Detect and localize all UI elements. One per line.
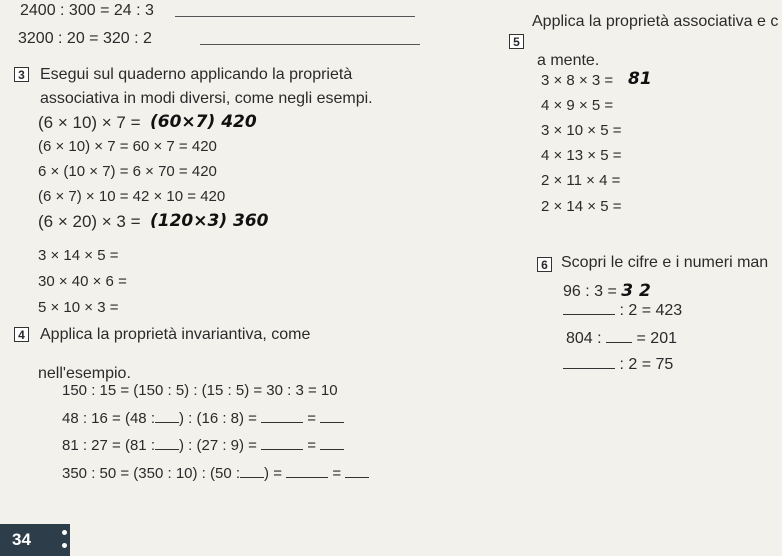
decorative-dot [62, 530, 67, 535]
exercise-5-title: Applica la proprietà associativa e c [532, 13, 779, 30]
page-number [0, 524, 70, 556]
exercise-4-title: nell'esempio. [38, 365, 131, 382]
ex6-row-2: : 2 = 423 [563, 302, 682, 320]
ex6-answer-1: 3 2 [621, 281, 651, 301]
ex5-row-4: 4 × 13 × 5 = [541, 147, 622, 164]
answer-blank[interactable] [563, 356, 615, 369]
ex6-row-1: 96 : 3 = 3 2 [563, 281, 651, 301]
divider [200, 44, 420, 45]
answer-blank[interactable] [345, 465, 369, 478]
answer-blank[interactable] [606, 330, 632, 343]
ex3-row-6: 3 × 14 × 5 = [38, 247, 119, 264]
ex3-row-1: (6 × 10) × 7 = [38, 113, 141, 132]
answer-blank[interactable] [320, 410, 344, 423]
ex3-row-4: (6 × 7) × 10 = 42 × 10 = 420 [38, 188, 226, 205]
ex5-row-5: 2 × 11 × 4 = [541, 172, 621, 189]
exercise-5-number: 5 [509, 34, 524, 49]
ex6-row-3: 804 : = 201 [566, 330, 677, 347]
ex3-answer-1: (60×7) 420 [150, 112, 257, 132]
ex5-row-2: 4 × 9 × 5 = [541, 97, 614, 114]
divider [175, 16, 415, 17]
ex4-row-1: 48 : 16 = (48 : ) : (16 : 8) = = [62, 410, 344, 428]
exercise-5-title: a mente. [537, 52, 600, 69]
ex3-answer-5: (120×3) 360 [150, 211, 269, 231]
ex3-row-8: 5 × 10 × 3 = [38, 299, 119, 316]
answer-blank[interactable] [320, 437, 344, 450]
ex5-row-1: 3 × 8 × 3 = [541, 72, 614, 89]
ex6-row-4: : 2 = 75 [563, 356, 673, 374]
exercise-4-number: 4 [14, 327, 29, 342]
exercise-3-number: 3 [14, 67, 29, 82]
top-equation-1: 2400 : 300 = 24 : 3 [20, 2, 154, 19]
exercise-3-title: associativa in modi diversi, come negli esempi. [40, 90, 373, 107]
answer-blank[interactable] [563, 302, 615, 315]
answer-blank[interactable] [155, 437, 179, 450]
ex4-example: 150 : 15 = (150 : 5) : (15 : 5) = 30 : 3 = 10 [62, 382, 338, 399]
answer-blank[interactable] [261, 410, 303, 423]
answer-blank[interactable] [240, 465, 264, 478]
exercise-3-title: Esegui sul quaderno applicando la proprietà [40, 66, 353, 83]
ex5-row-3: 3 × 10 × 5 = [541, 122, 622, 139]
answer-blank[interactable] [286, 465, 328, 478]
ex3-row-5: (6 × 20) × 3 = [38, 212, 141, 231]
answer-blank[interactable] [155, 410, 179, 423]
ex3-row-2: (6 × 10) × 7 = 60 × 7 = 420 [38, 138, 217, 155]
answer-blank[interactable] [261, 437, 303, 450]
ex4-row-3: 350 : 50 = (350 : 10) : (50 : ) = = [62, 465, 369, 483]
exercise-6-number: 6 [537, 257, 552, 272]
page-number-text: 34 [12, 530, 31, 549]
ex3-row-7: 30 × 40 × 6 = [38, 273, 127, 290]
decorative-dot [62, 543, 67, 548]
exercise-4-title: Applica la proprietà invariantiva, come [40, 326, 311, 343]
ex4-row-2: 81 : 27 = (81 : ) : (27 : 9) = = [62, 437, 344, 455]
exercise-6-title: Scopri le cifre e i numeri man [561, 254, 769, 271]
ex3-row-3: 6 × (10 × 7) = 6 × 70 = 420 [38, 163, 217, 180]
ex5-answer-1: 81 [628, 69, 652, 89]
top-equation-2: 3200 : 20 = 320 : 2 [18, 30, 152, 47]
ex5-row-6: 2 × 14 × 5 = [541, 198, 622, 215]
